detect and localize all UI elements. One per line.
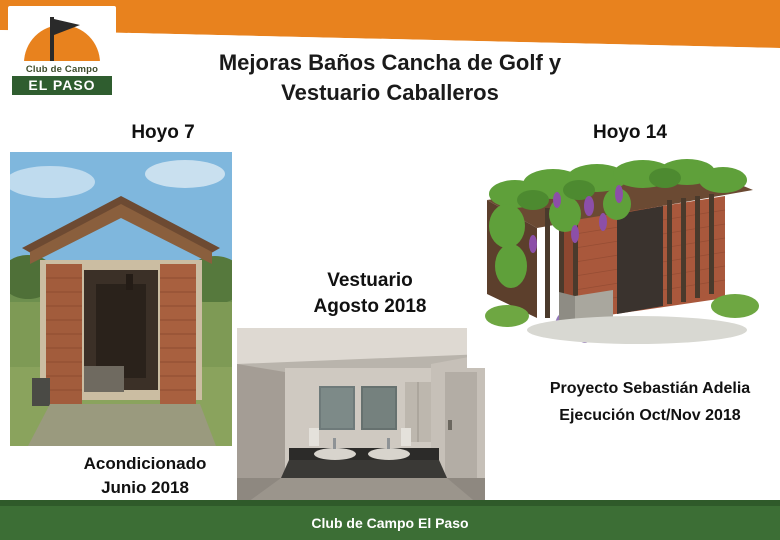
logo-line1: Club de Campo xyxy=(25,64,99,75)
heading-vestuario-line1: Vestuario xyxy=(327,270,413,291)
page-title-line1: Mejoras Baños Cancha de Golf y xyxy=(218,50,562,75)
logo-line2: EL PASO xyxy=(12,76,112,95)
page-title xyxy=(130,48,650,108)
photo-3d-render xyxy=(467,148,767,368)
photo-bathroom-building xyxy=(10,152,232,446)
caption-right-line1: Proyecto Sebastián Adelia xyxy=(549,380,751,397)
page-title-line2: Vestuario Caballeros xyxy=(281,80,499,105)
golf-flag-sun-icon xyxy=(14,9,110,67)
caption-left xyxy=(30,452,260,500)
caption-right-line2: Ejecución Oct/Nov 2018 xyxy=(559,407,741,424)
heading-vestuario xyxy=(255,268,485,320)
caption-left-line1: Acondicionado xyxy=(83,454,207,473)
caption-right xyxy=(520,375,780,429)
heading-vestuario-line2: Agosto 2018 xyxy=(313,296,427,317)
logo xyxy=(8,6,116,110)
footer-bar: Club de Campo El Paso xyxy=(0,506,780,540)
heading-hoyo-7: Hoyo 7 xyxy=(131,122,195,143)
caption-left-line2: Junio 2018 xyxy=(101,478,189,497)
photo-locker-room-interior xyxy=(237,328,485,510)
heading-hoyo-14: Hoyo 14 xyxy=(593,122,667,143)
